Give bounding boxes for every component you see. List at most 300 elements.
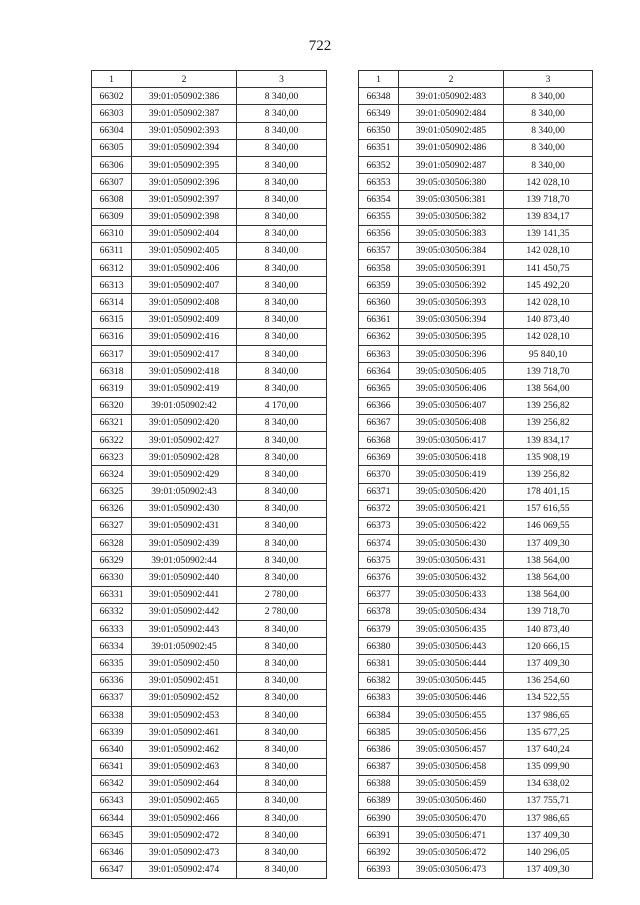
cadastral-number-cell: 39:01:050902:453 — [132, 706, 237, 723]
cadastral-number-cell: 39:05:030506:419 — [399, 466, 504, 483]
row-number-cell: 66368 — [359, 431, 399, 448]
cadastral-number-cell: 39:05:030506:394 — [399, 311, 504, 328]
row-number-cell: 66339 — [92, 724, 132, 741]
value-cell: 8 340,00 — [237, 741, 327, 758]
cadastral-number-cell: 39:05:030506:435 — [399, 621, 504, 638]
table-row — [359, 156, 593, 173]
table-row — [92, 191, 327, 208]
page-number: 722 — [308, 38, 332, 54]
table-row — [92, 225, 327, 242]
value-cell: 142 028,10 — [504, 242, 593, 259]
value-cell: 145 492,20 — [504, 277, 593, 294]
cadastral-number-cell: 39:01:050902:405 — [132, 242, 237, 259]
row-number-cell: 66390 — [359, 810, 399, 827]
table-row — [92, 586, 327, 603]
table-row — [92, 792, 327, 809]
cadastral-number-cell: 39:01:050902:486 — [399, 139, 504, 156]
value-cell: 8 340,00 — [237, 431, 327, 448]
cadastral-number-cell: 39:01:050902:395 — [132, 156, 237, 173]
table-row — [359, 363, 593, 380]
cadastral-number-cell: 39:05:030506:421 — [399, 500, 504, 517]
cadastral-number-cell: 39:05:030506:434 — [399, 603, 504, 620]
cadastral-number-cell: 39:05:030506:406 — [399, 380, 504, 397]
value-cell: 137 640,24 — [504, 741, 593, 758]
value-cell: 139 256,82 — [504, 466, 593, 483]
row-number-cell: 66303 — [92, 105, 132, 122]
row-number-cell: 66358 — [359, 260, 399, 277]
value-cell: 134 522,55 — [504, 689, 593, 706]
cadastral-number-cell: 39:01:050902:397 — [132, 191, 237, 208]
value-cell: 8 340,00 — [237, 638, 327, 655]
row-number-cell: 66367 — [359, 414, 399, 431]
column-header-number: 1 — [359, 71, 399, 88]
value-cell: 135 908,19 — [504, 449, 593, 466]
cadastral-number-cell: 39:01:050902:420 — [132, 414, 237, 431]
value-cell: 137 986,65 — [504, 706, 593, 723]
cadastral-number-cell: 39:05:030506:418 — [399, 449, 504, 466]
value-cell: 8 340,00 — [237, 672, 327, 689]
value-cell: 8 340,00 — [237, 208, 327, 225]
row-number-cell: 66374 — [359, 535, 399, 552]
table-row — [359, 500, 593, 517]
cadastral-number-cell: 39:01:050902:464 — [132, 775, 237, 792]
row-number-cell: 66326 — [92, 500, 132, 517]
value-cell: 8 340,00 — [237, 449, 327, 466]
row-number-cell: 66309 — [92, 208, 132, 225]
row-number-cell: 66381 — [359, 655, 399, 672]
cadastral-number-cell: 39:05:030506:433 — [399, 586, 504, 603]
table-row — [359, 655, 593, 672]
row-number-cell: 66334 — [92, 638, 132, 655]
table-row — [359, 242, 593, 259]
cadastral-number-cell: 39:01:050902:386 — [132, 88, 237, 105]
table-row — [92, 397, 327, 414]
cadastral-number-cell: 39:01:050902:419 — [132, 380, 237, 397]
table-row — [359, 277, 593, 294]
value-cell: 178 401,15 — [504, 483, 593, 500]
cadastral-number-cell: 39:05:030506:392 — [399, 277, 504, 294]
value-cell: 95 840,10 — [504, 346, 593, 363]
row-number-cell: 66343 — [92, 792, 132, 809]
table-row — [359, 328, 593, 345]
table-row — [92, 380, 327, 397]
value-cell: 8 340,00 — [237, 483, 327, 500]
cadastral-number-cell: 39:01:050902:431 — [132, 517, 237, 534]
row-number-cell: 66311 — [92, 242, 132, 259]
row-number-cell: 66316 — [92, 328, 132, 345]
table-row — [359, 603, 593, 620]
value-cell: 140 873,40 — [504, 311, 593, 328]
value-cell: 8 340,00 — [237, 706, 327, 723]
table-row — [92, 500, 327, 517]
cadastral-number-cell: 39:01:050902:441 — [132, 586, 237, 603]
value-cell: 8 340,00 — [237, 156, 327, 173]
cadastral-number-cell: 39:05:030506:457 — [399, 741, 504, 758]
cadastral-number-cell: 39:01:050902:483 — [399, 88, 504, 105]
cadastral-number-cell: 39:05:030506:408 — [399, 414, 504, 431]
table-row — [92, 311, 327, 328]
value-cell: 138 564,00 — [504, 552, 593, 569]
row-number-cell: 66312 — [92, 260, 132, 277]
cadastral-number-cell: 39:05:030506:391 — [399, 260, 504, 277]
table-row — [359, 449, 593, 466]
cadastral-number-cell: 39:01:050902:396 — [132, 174, 237, 191]
row-number-cell: 66337 — [92, 689, 132, 706]
row-number-cell: 66329 — [92, 552, 132, 569]
table-row — [92, 294, 327, 311]
column-header-cadastral: 2 — [132, 71, 237, 88]
row-number-cell: 66346 — [92, 844, 132, 861]
row-number-cell: 66393 — [359, 861, 399, 878]
cadastral-number-cell: 39:01:050902:406 — [132, 260, 237, 277]
row-number-cell: 66305 — [92, 139, 132, 156]
row-number-cell: 66347 — [92, 861, 132, 878]
cadastral-number-cell: 39:01:050902:450 — [132, 655, 237, 672]
row-number-cell: 66321 — [92, 414, 132, 431]
cadastral-number-cell: 39:01:050902:393 — [132, 122, 237, 139]
cadastral-number-cell: 39:01:050902:416 — [132, 328, 237, 345]
value-cell: 137 755,71 — [504, 792, 593, 809]
cadastral-number-cell: 39:01:050902:439 — [132, 535, 237, 552]
row-number-cell: 66338 — [92, 706, 132, 723]
cadastral-number-cell: 39:05:030506:455 — [399, 706, 504, 723]
row-number-cell: 66348 — [359, 88, 399, 105]
value-cell: 139 141,35 — [504, 225, 593, 242]
table-row — [359, 414, 593, 431]
table-row — [359, 208, 593, 225]
table-row — [92, 517, 327, 534]
cadastral-number-cell: 39:05:030506:405 — [399, 363, 504, 380]
table-row — [359, 191, 593, 208]
row-number-cell: 66382 — [359, 672, 399, 689]
value-cell: 8 340,00 — [237, 827, 327, 844]
table-row — [359, 535, 593, 552]
value-cell: 8 340,00 — [237, 861, 327, 878]
value-cell: 146 069,55 — [504, 517, 593, 534]
table-row — [92, 861, 327, 878]
cadastral-number-cell: 39:01:050902:484 — [399, 105, 504, 122]
cadastral-number-cell: 39:05:030506:444 — [399, 655, 504, 672]
row-number-cell: 66322 — [92, 431, 132, 448]
value-cell: 8 340,00 — [237, 758, 327, 775]
value-cell: 134 638,02 — [504, 775, 593, 792]
value-cell: 8 340,00 — [237, 792, 327, 809]
table-row — [92, 758, 327, 775]
table-row — [359, 741, 593, 758]
cadastral-number-cell: 39:05:030506:431 — [399, 552, 504, 569]
table-row — [359, 827, 593, 844]
value-cell: 139 718,70 — [504, 603, 593, 620]
cadastral-number-cell: 39:01:050902:407 — [132, 277, 237, 294]
table-row — [359, 260, 593, 277]
row-number-cell: 66361 — [359, 311, 399, 328]
cadastral-number-cell: 39:05:030506:417 — [399, 431, 504, 448]
cadastral-number-cell: 39:05:030506:381 — [399, 191, 504, 208]
cadastral-number-cell: 39:01:050902:398 — [132, 208, 237, 225]
value-cell: 8 340,00 — [237, 500, 327, 517]
table-row — [359, 174, 593, 191]
row-number-cell: 66304 — [92, 122, 132, 139]
row-number-cell: 66345 — [92, 827, 132, 844]
row-number-cell: 66386 — [359, 741, 399, 758]
table-row — [92, 431, 327, 448]
row-number-cell: 66370 — [359, 466, 399, 483]
row-number-cell: 66364 — [359, 363, 399, 380]
cadastral-number-cell: 39:01:050902:408 — [132, 294, 237, 311]
table-row — [359, 758, 593, 775]
value-cell: 8 340,00 — [504, 156, 593, 173]
row-number-cell: 66375 — [359, 552, 399, 569]
table-row — [92, 139, 327, 156]
table-row — [359, 311, 593, 328]
row-number-cell: 66376 — [359, 569, 399, 586]
cadastral-number-cell: 39:05:030506:393 — [399, 294, 504, 311]
value-cell: 137 409,30 — [504, 827, 593, 844]
table-row — [359, 431, 593, 448]
value-cell: 139 256,82 — [504, 414, 593, 431]
cadastral-number-cell: 39:01:050902:404 — [132, 225, 237, 242]
value-cell: 8 340,00 — [237, 552, 327, 569]
cadastral-number-cell: 39:05:030506:383 — [399, 225, 504, 242]
cadastral-number-cell: 39:05:030506:432 — [399, 569, 504, 586]
value-cell: 8 340,00 — [237, 414, 327, 431]
table-row — [359, 483, 593, 500]
value-cell: 8 340,00 — [237, 294, 327, 311]
table-row — [92, 156, 327, 173]
table-row — [359, 844, 593, 861]
value-cell: 8 340,00 — [237, 535, 327, 552]
cadastral-number-cell: 39:05:030506:396 — [399, 346, 504, 363]
value-cell: 8 340,00 — [237, 260, 327, 277]
table-row — [359, 517, 593, 534]
value-cell: 8 340,00 — [237, 380, 327, 397]
table-row — [92, 88, 327, 105]
table-row — [359, 397, 593, 414]
cadastral-number-cell: 39:01:050902:451 — [132, 672, 237, 689]
column-header-value: 3 — [237, 71, 327, 88]
cadastral-number-cell: 39:01:050902:463 — [132, 758, 237, 775]
table-row — [359, 122, 593, 139]
row-number-cell: 66357 — [359, 242, 399, 259]
table-row — [92, 724, 327, 741]
table-row — [92, 260, 327, 277]
row-number-cell: 66355 — [359, 208, 399, 225]
value-cell: 8 340,00 — [237, 277, 327, 294]
table-row — [359, 810, 593, 827]
table-row — [92, 346, 327, 363]
row-number-cell: 66371 — [359, 483, 399, 500]
table-row — [92, 655, 327, 672]
value-cell: 141 450,75 — [504, 260, 593, 277]
table-row — [92, 569, 327, 586]
table-row — [92, 277, 327, 294]
row-number-cell: 66342 — [92, 775, 132, 792]
table-row — [359, 552, 593, 569]
row-number-cell: 66310 — [92, 225, 132, 242]
cadastral-number-cell: 39:01:050902:442 — [132, 603, 237, 620]
value-cell: 8 340,00 — [237, 191, 327, 208]
row-number-cell: 66307 — [92, 174, 132, 191]
value-cell: 8 340,00 — [237, 569, 327, 586]
cadastral-number-cell: 39:05:030506:382 — [399, 208, 504, 225]
column-header-value: 3 — [504, 71, 593, 88]
row-number-cell: 66318 — [92, 363, 132, 380]
value-cell: 139 834,17 — [504, 208, 593, 225]
row-number-cell: 66319 — [92, 380, 132, 397]
table-row — [359, 724, 593, 741]
table-row — [92, 466, 327, 483]
cadastral-number-cell: 39:05:030506:422 — [399, 517, 504, 534]
value-cell: 140 296,05 — [504, 844, 593, 861]
value-cell: 8 340,00 — [237, 122, 327, 139]
row-number-cell: 66379 — [359, 621, 399, 638]
value-cell: 137 409,30 — [504, 861, 593, 878]
cadastral-number-cell: 39:05:030506:458 — [399, 758, 504, 775]
table-row — [92, 741, 327, 758]
table-row — [92, 775, 327, 792]
cadastral-number-cell: 39:01:050902:487 — [399, 156, 504, 173]
table-row — [92, 208, 327, 225]
table-row — [92, 414, 327, 431]
row-number-cell: 66308 — [92, 191, 132, 208]
table-row — [92, 105, 327, 122]
value-cell: 8 340,00 — [237, 174, 327, 191]
row-number-cell: 66356 — [359, 225, 399, 242]
cadastral-number-cell: 39:01:050902:473 — [132, 844, 237, 861]
table-row — [92, 122, 327, 139]
cadastral-number-cell: 39:05:030506:443 — [399, 638, 504, 655]
row-number-cell: 66392 — [359, 844, 399, 861]
left-data-table — [91, 70, 327, 879]
cadastral-number-cell: 39:05:030506:420 — [399, 483, 504, 500]
cadastral-number-cell: 39:01:050902:472 — [132, 827, 237, 844]
cadastral-number-cell: 39:05:030506:459 — [399, 775, 504, 792]
row-number-cell: 66344 — [92, 810, 132, 827]
value-cell: 139 718,70 — [504, 363, 593, 380]
row-number-cell: 66340 — [92, 741, 132, 758]
row-number-cell: 66352 — [359, 156, 399, 173]
table-row — [359, 621, 593, 638]
row-number-cell: 66369 — [359, 449, 399, 466]
cadastral-number-cell: 39:01:050902:452 — [132, 689, 237, 706]
row-number-cell: 66351 — [359, 139, 399, 156]
row-number-cell: 66385 — [359, 724, 399, 741]
cadastral-number-cell: 39:01:050902:429 — [132, 466, 237, 483]
table-row — [92, 827, 327, 844]
value-cell: 137 986,65 — [504, 810, 593, 827]
value-cell: 142 028,10 — [504, 294, 593, 311]
table-row — [92, 449, 327, 466]
cadastral-number-cell: 39:01:050902:466 — [132, 810, 237, 827]
cadastral-number-cell: 39:01:050902:45 — [132, 638, 237, 655]
table-row — [92, 174, 327, 191]
cadastral-number-cell: 39:05:030506:407 — [399, 397, 504, 414]
value-cell: 8 340,00 — [237, 242, 327, 259]
row-number-cell: 66315 — [92, 311, 132, 328]
cadastral-number-cell: 39:05:030506:460 — [399, 792, 504, 809]
cadastral-number-cell: 39:01:050902:428 — [132, 449, 237, 466]
row-number-cell: 66327 — [92, 517, 132, 534]
table-row — [92, 363, 327, 380]
table-row — [92, 535, 327, 552]
cadastral-number-cell: 39:01:050902:43 — [132, 483, 237, 500]
row-number-cell: 66335 — [92, 655, 132, 672]
cadastral-number-cell: 39:01:050902:465 — [132, 792, 237, 809]
row-number-cell: 66328 — [92, 535, 132, 552]
row-number-cell: 66331 — [92, 586, 132, 603]
row-number-cell: 66372 — [359, 500, 399, 517]
value-cell: 8 340,00 — [237, 621, 327, 638]
table-row — [359, 294, 593, 311]
value-cell: 135 677,25 — [504, 724, 593, 741]
cadastral-number-cell: 39:01:050902:443 — [132, 621, 237, 638]
value-cell: 8 340,00 — [237, 844, 327, 861]
value-cell: 139 718,70 — [504, 191, 593, 208]
table-row — [359, 861, 593, 878]
table-row — [359, 346, 593, 363]
value-cell: 140 873,40 — [504, 621, 593, 638]
value-cell: 139 256,82 — [504, 397, 593, 414]
row-number-cell: 66349 — [359, 105, 399, 122]
cadastral-number-cell: 39:05:030506:430 — [399, 535, 504, 552]
value-cell: 8 340,00 — [237, 363, 327, 380]
value-cell: 8 340,00 — [237, 466, 327, 483]
row-number-cell: 66323 — [92, 449, 132, 466]
row-number-cell: 66359 — [359, 277, 399, 294]
row-number-cell: 66380 — [359, 638, 399, 655]
row-number-cell: 66363 — [359, 346, 399, 363]
table-row — [359, 466, 593, 483]
value-cell: 8 340,00 — [504, 105, 593, 122]
row-number-cell: 66366 — [359, 397, 399, 414]
value-cell: 8 340,00 — [237, 328, 327, 345]
row-number-cell: 66383 — [359, 689, 399, 706]
row-number-cell: 66373 — [359, 517, 399, 534]
row-number-cell: 66365 — [359, 380, 399, 397]
cadastral-number-cell: 39:05:030506:445 — [399, 672, 504, 689]
cadastral-number-cell: 39:05:030506:456 — [399, 724, 504, 741]
cadastral-number-cell: 39:01:050902:440 — [132, 569, 237, 586]
value-cell: 139 834,17 — [504, 431, 593, 448]
row-number-cell: 66377 — [359, 586, 399, 603]
column-header-number: 1 — [92, 71, 132, 88]
table-row — [359, 586, 593, 603]
value-cell: 137 409,30 — [504, 655, 593, 672]
table-header-row — [92, 71, 327, 88]
value-cell: 142 028,10 — [504, 328, 593, 345]
row-number-cell: 66350 — [359, 122, 399, 139]
cadastral-number-cell: 39:05:030506:395 — [399, 328, 504, 345]
table-row — [92, 603, 327, 620]
table-row — [92, 706, 327, 723]
cadastral-number-cell: 39:01:050902:409 — [132, 311, 237, 328]
row-number-cell: 66384 — [359, 706, 399, 723]
cadastral-number-cell: 39:05:030506:384 — [399, 242, 504, 259]
column-header-cadastral: 2 — [399, 71, 504, 88]
table-row — [359, 792, 593, 809]
value-cell: 8 340,00 — [237, 311, 327, 328]
table-row — [92, 552, 327, 569]
cadastral-number-cell: 39:01:050902:461 — [132, 724, 237, 741]
row-number-cell: 66330 — [92, 569, 132, 586]
value-cell: 8 340,00 — [504, 88, 593, 105]
table-row — [92, 483, 327, 500]
cadastral-number-cell: 39:05:030506:473 — [399, 861, 504, 878]
table-row — [359, 380, 593, 397]
cadastral-number-cell: 39:01:050902:394 — [132, 139, 237, 156]
value-cell: 157 616,55 — [504, 500, 593, 517]
table-row — [92, 689, 327, 706]
